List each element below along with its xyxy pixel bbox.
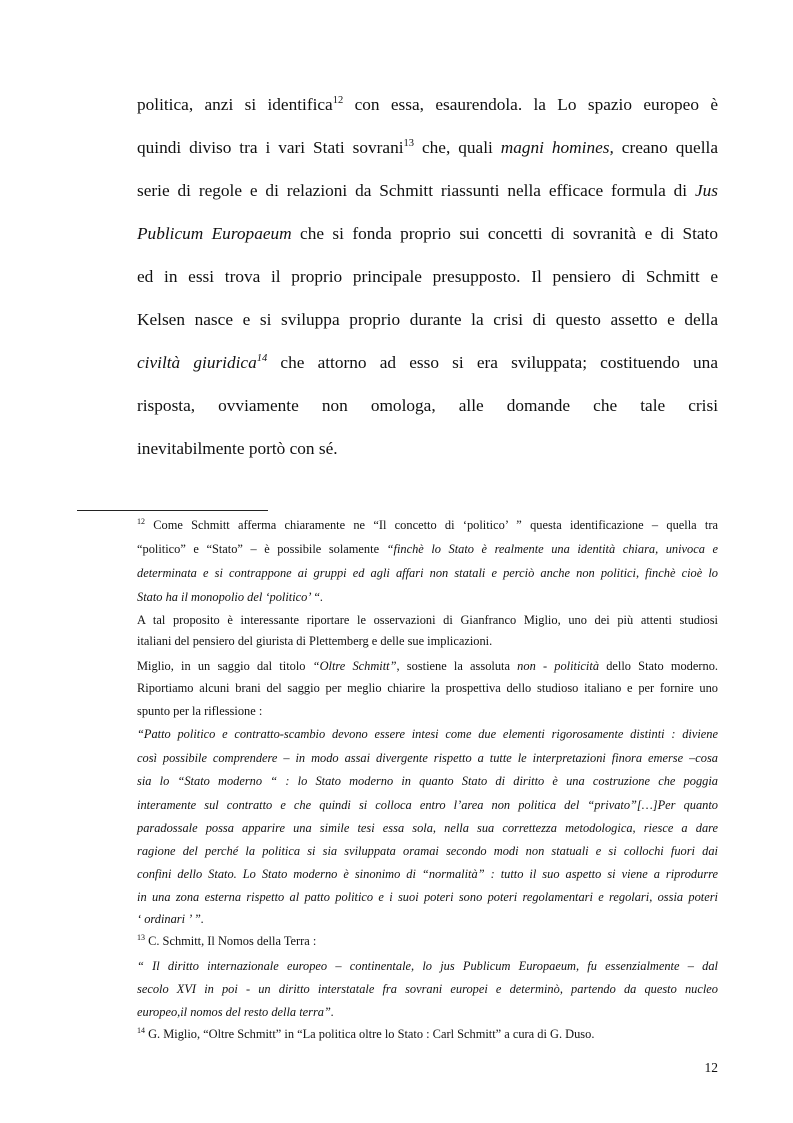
- footnote-12-line-8: Riportiamo alcuni brani del saggio per meglio chiarire la prospettiva dello studioso italiano e per fornire uno: [137, 681, 718, 695]
- footnote-12-line-11: così possibile comprendere – in modo assai divergente rispetto a tutte le interpretazioni finora emerse –cosa: [137, 751, 718, 765]
- footnote-12-line-14: paradossale possa apparire una simile tesi essa sola, nella sua correttezza metodologica, riesce a dare: [137, 821, 718, 835]
- body-line-5: ed in essi trova il proprio principale presupposto. Il pensiero di Schmitt e: [137, 267, 718, 286]
- footnote-number-14: 14: [137, 1026, 145, 1035]
- body-line-6: Kelsen nasce e si sviluppa proprio durante la crisi di questo assetto e della: [137, 310, 718, 329]
- body-line-7: civiltà giuridica$^{14}$ che attorno ad esso si era sviluppata; costituendo una: [137, 353, 718, 372]
- footnote-14-line-1: $^{14}$ G. Miglio, “Oltre Schmitt” in “La politica oltre lo Stato : Carl Schmitt” a cura di G. Duso.: [137, 1026, 595, 1041]
- body-line-2: quindi diviso tra i vari Stati sovrani$^{13}$ che, quali magni homines, creano quella: [137, 138, 718, 157]
- footnote-12-line-3: determinata e si contrappone ai gruppi ed agli affari non statali e perciò anche non politici, finchè cioè lo: [137, 566, 718, 580]
- footnote-12-line-10: “Patto politico e contratto-scambio devono essere intesi come due elementi rigorosamente distinti : diviene: [137, 727, 718, 741]
- footnote-ref-12: 12: [332, 95, 344, 106]
- page-number: 12: [704, 1060, 718, 1075]
- footnote-separator: [77, 510, 268, 511]
- footnote-12-line-5: A tal proposito è interessante riportare le osservazioni di Gianfranco Miglio, uno dei più attenti studiosi: [137, 613, 718, 627]
- footnote-12-line-7: Miglio, in un saggio dal titolo “Oltre Schmitt”, sostiene la assoluta non - politicità dello Stato moderno.: [137, 659, 718, 673]
- body-line-8: risposta, ovviamente non omologa, alle domande che tale crisi: [137, 396, 718, 415]
- footnote-12-line-1: $^{12}$ Come Schmitt afferma chiaramente ne “Il concetto di ‘politico’ ” questa identificazione – quella tra: [137, 517, 718, 532]
- body-line-1: politica, anzi si identifica$^{12}$ con essa, esaurendola. la Lo spazio europeo è: [137, 95, 718, 114]
- footnote-number-13: 13: [137, 933, 145, 942]
- body-line-3: serie di regole e di relazioni da Schmitt riassunti nella efficace formula di Jus: [137, 181, 718, 200]
- footnote-number-12: 12: [137, 517, 145, 526]
- footnote-12-line-12: sia lo “Stato moderno “ : lo Stato moderno in quanto Stato di diritto è una costruzione che poggia: [137, 774, 718, 788]
- footnote-13-line-2: “ Il diritto internazionale europeo – continentale, lo jus Publicum Europaeum, fu essenzialmente – dal: [137, 959, 718, 973]
- footnote-13-line-1: $^{13}$ C. Schmitt, Il Nomos della Terra :: [137, 933, 317, 948]
- footnote-ref-14: 14: [256, 353, 268, 364]
- body-line-9: inevitabilmente portò con sé.: [137, 439, 338, 458]
- footnote-12-line-13: interamente sul contratto e che quindi si colloca entro l’area non politica del “privato”[…]Per quanto: [137, 798, 718, 812]
- footnote-12-line-9: spunto per la riflessione :: [137, 704, 263, 718]
- footnote-12-line-4: Stato ha il monopolio del ‘politico’ “.: [137, 590, 324, 604]
- footnote-12-line-6: italiani del pensiero del giurista di Plettemberg e delle sue implicazioni.: [137, 634, 493, 648]
- body-line-4: Publicum Europaeum che si fonda proprio sui concetti di sovranità e di Stato: [137, 224, 718, 243]
- footnote-13-line-3: secolo XVI in poi - un diritto interstatale fra sovrani europei e determinò, partendo da questo nucleo: [137, 982, 718, 996]
- footnote-12-line-2: “politico” e “Stato” – è possibile solamente “finchè lo Stato è realmente una identità chiara, univoca e: [137, 542, 718, 556]
- footnote-ref-13: 13: [403, 138, 415, 149]
- footnote-12-line-18: ‘ ordinari ’ ”.: [137, 912, 205, 926]
- footnote-12-line-15: ragione del perché la politica si sia sviluppata oramai secondo modi non statuali e si collochi fuori dai: [137, 844, 718, 858]
- footnote-12-line-16: confini dello Stato. Lo Stato moderno è sinonimo di “normalità” : tutto il suo aspetto si viene a riprodurre: [137, 867, 718, 881]
- footnote-12-line-17: in una zona esterna rispetto al patto politico e i suoi poteri sono poteri regolamentari e regolari, ossia poteri: [137, 890, 718, 904]
- footnote-13-line-4: europeo,il nomos del resto della terra”.: [137, 1005, 334, 1019]
